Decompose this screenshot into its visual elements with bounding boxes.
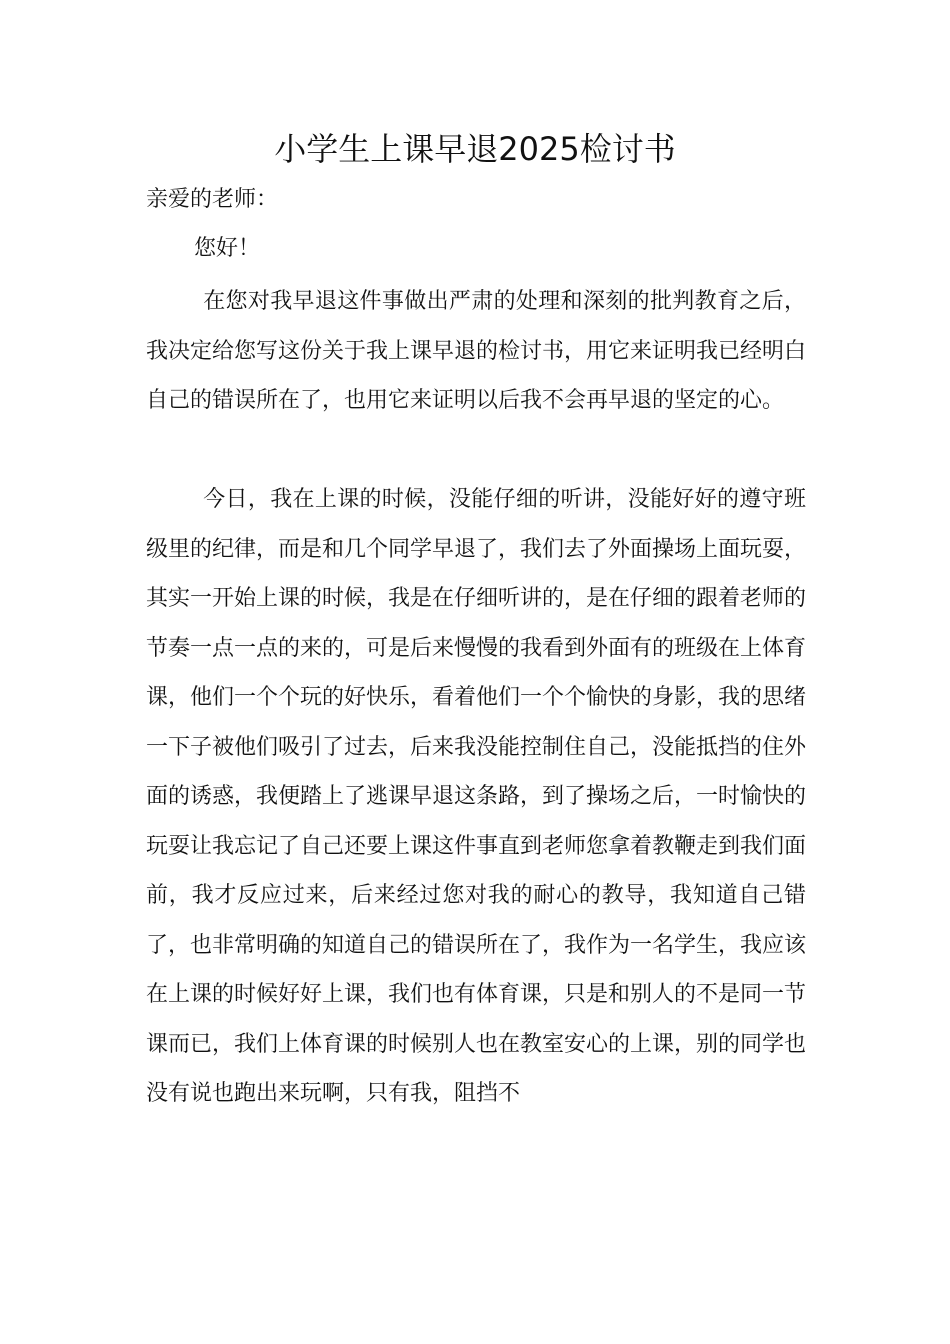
- document-title: 小学生上课早退2025检讨书: [274, 130, 676, 168]
- greeting: 您好！: [194, 236, 261, 261]
- salutation: 亲爱的老师：: [146, 187, 279, 212]
- body-paragraph-2: 今日，我在上课的时候，没能仔细的听讲，没能好好的遵守班级里的纪律，而是和几个同学早退了，我们去了外面操场上面玩耍，其实一开始上课的时候，我是在仔细听讲的，是在仔细的跟着老师的节奏一点一点的来的，可是后来慢慢的我看到外面有的班级在上体育课，他们一个个玩的好快乐，看着他们一个个愉快的身影，我的思绪一下子被他们吸引了过去，后来我没能控制住自己，没能抵挡的住外面的诱惑，我便踏上了逃课早退这条路，到了操场之后，一时愉快的玩耍让我忘记了自己还要上课这件事直到老师您拿着教鞭走到我们面前，我才反应过来，后来经过您对我的耐心的教导，我知道自己错了，也非常明确的知道自己的错误所在了，我作为一名学生，我应该在上课的时候好好上课，我们也有体育课，只是和别人的不是同一节课而已，我们上体育课的时候别人也在教室安心的上课，别的同学也没有说也跑出来玩啊，只有我，阻挡不: [146, 487, 807, 1106]
- body-paragraph-1: 在您对我早退这件事做出严肃的处理和深刻的批判教育之后，我决定给您写这份关于我上课早退的检讨书，用它来证明我已经明白自己的错误所在了，也用它来证明以后我不会再早退的坚定的心。: [146, 289, 807, 413]
